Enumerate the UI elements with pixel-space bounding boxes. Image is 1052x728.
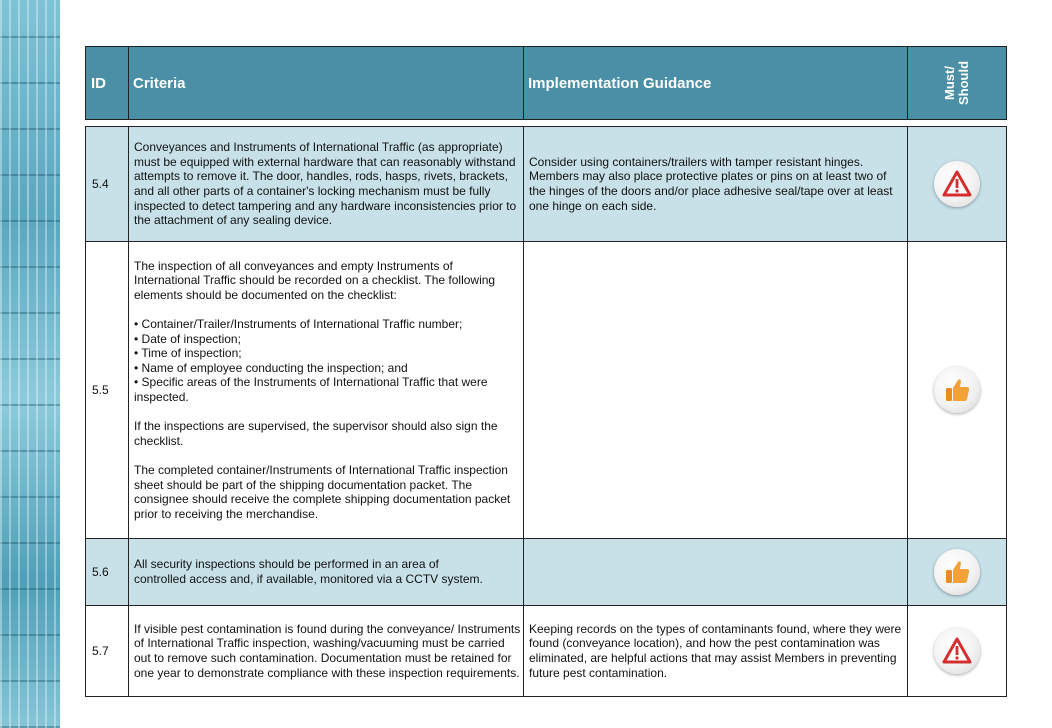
row-id: 5.7 bbox=[92, 643, 109, 658]
list-item: • Date of inspection; bbox=[134, 331, 241, 346]
list-item: • Time of inspection; bbox=[134, 346, 242, 361]
row-criteria: All security inspections should be performed in an area of controlled access and, if available, monitored via a CCTV system. bbox=[134, 557, 483, 586]
row-guidance bbox=[523, 242, 907, 538]
row-guidance: Keeping records on the types of contaminants found, where they were found (conveyance location), and how the pest contamination was eliminated, are helpful actions that may assist Members in preventing future pest contamination. bbox=[529, 621, 902, 680]
header-criteria: Criteria bbox=[133, 74, 186, 92]
row-criteria-p3: The completed container/Instruments of International Traffic inspection sheet should be part of the shipping documentation packet. The consignee should receive the complete shipping documentation packet prior to receiving the merchandise. bbox=[134, 462, 511, 521]
row-id: 5.6 bbox=[92, 564, 109, 579]
header-id: ID bbox=[91, 74, 106, 92]
row-id: 5.5 bbox=[92, 382, 109, 397]
table-header bbox=[85, 46, 1007, 120]
row-criteria: Conveyances and Instruments of International Traffic (as appropriate) must be equipped with external hardware that can reasonably withstand attempts to remove it. The door, handles, rods, hasps, rivets, brackets, and all other parts of a container's locking mechanism must be fully inspected to detect tampering and any hardware inconsistencies prior to the attachment of any sealing device. bbox=[134, 140, 517, 228]
table-row bbox=[85, 538, 1007, 606]
row-guidance bbox=[523, 539, 907, 605]
warning-triangle-icon bbox=[934, 628, 980, 674]
row-id: 5.4 bbox=[92, 176, 109, 191]
table-row bbox=[85, 605, 1007, 697]
warning-triangle-icon bbox=[934, 161, 980, 207]
list-item: • Container/Trailer/Instruments of International Traffic number; bbox=[134, 317, 463, 332]
list-item: • Specific areas of the Instruments of International Traffic that were inspected. bbox=[134, 375, 488, 404]
row-criteria: If visible pest contamination is found during the conveyance/ Instruments of International Traffic inspection, washing/vacuuming must be carried out to remove such contamination. Documentation must be retained for one year to demonstrate compliance with these inspection requirements. bbox=[134, 621, 521, 680]
table-row bbox=[85, 126, 1007, 242]
row-criteria-intro: The inspection of all conveyances and empty Instruments of International Traffic should be recorded on a checklist. The following elements should be documented on the checklist: bbox=[134, 258, 496, 302]
table-row bbox=[85, 241, 1007, 539]
header-must-should: Must/ Should bbox=[942, 60, 971, 106]
list-item: • Name of employee conducting the inspection; and bbox=[134, 360, 408, 375]
row-criteria-p2: If the inspections are supervised, the supervisor should also sign the checklist. bbox=[134, 419, 498, 448]
header-guidance: Implementation Guidance bbox=[528, 74, 712, 92]
row-guidance: Consider using containers/trailers with tamper resistant hinges. Members may also place protective plates or pins on at least two of the hinges of the doors and/or place adhesive seal/tape over at least one hinge on each side. bbox=[529, 154, 893, 213]
decorative-container-strip bbox=[0, 0, 60, 728]
thumbs-up-icon bbox=[934, 549, 980, 595]
thumbs-up-icon bbox=[934, 367, 980, 413]
